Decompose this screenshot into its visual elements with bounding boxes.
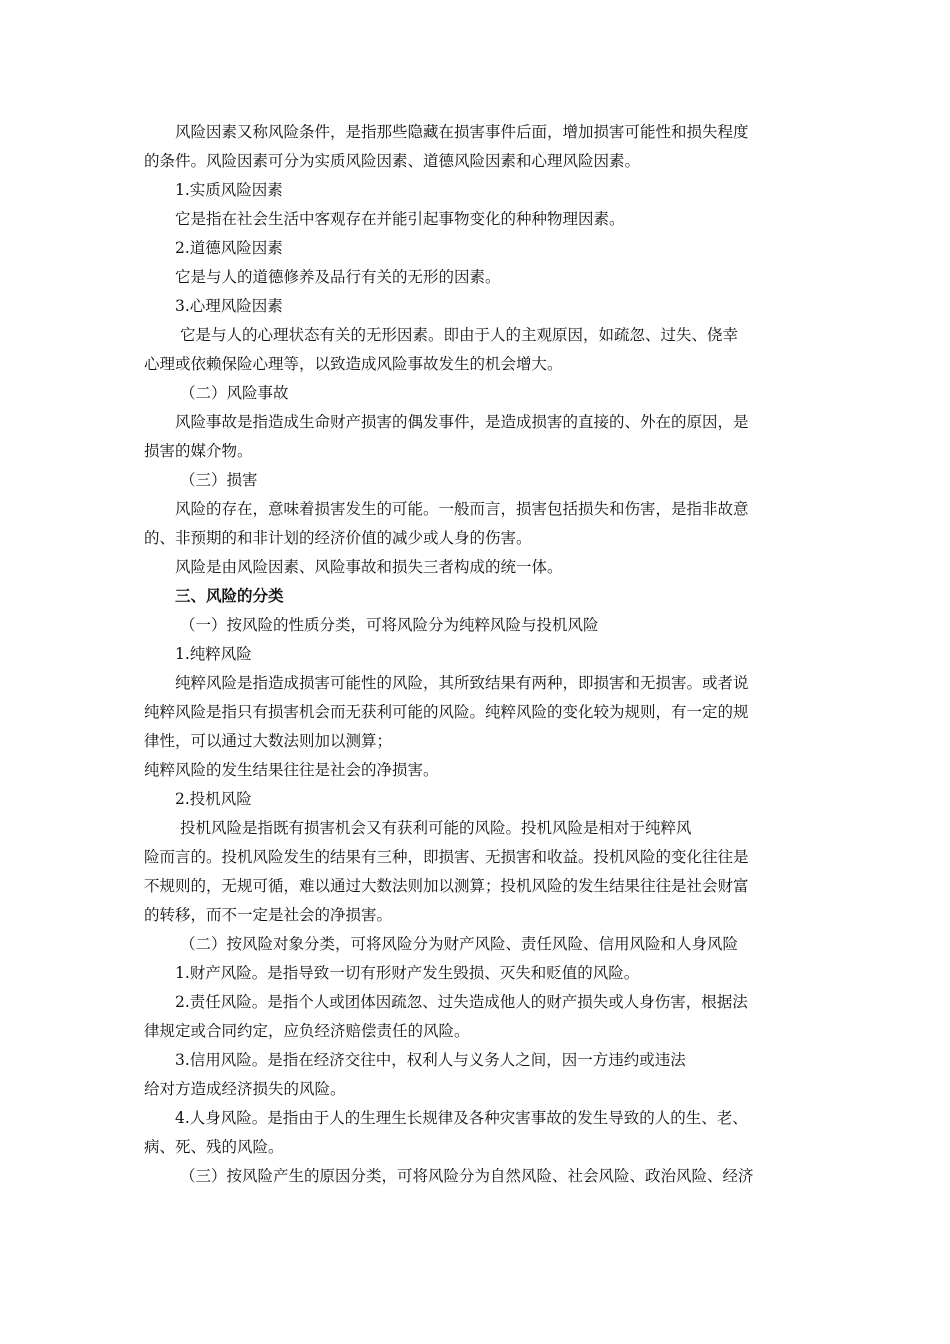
- paragraph-line: 律性，可以通过大数法则加以测算；: [144, 732, 393, 750]
- paragraph-line: 病、死、残的风险。: [144, 1138, 284, 1156]
- subsection-title: （一）按风险的性质分类，可将风险分为纯粹风险与投机风险: [180, 616, 599, 634]
- paragraph-line: 2.责任风险。是指个人或团体因疏忽、过失造成他人的财产损失或人身伤害，根据法: [175, 993, 748, 1011]
- paragraph-line: 纯粹风险的发生结果往往是社会的净损害。: [144, 761, 439, 779]
- section-item-title: 2.道德风险因素: [175, 239, 283, 257]
- section-item-title: 1.实质风险因素: [175, 181, 283, 199]
- section-heading: 三、风险的分类: [175, 587, 284, 605]
- section-item-title: 3.心理风险因素: [175, 297, 283, 315]
- subsection-title: （三）按风险产生的原因分类，可将风险分为自然风险、社会风险、政治风险、经济: [180, 1167, 754, 1185]
- paragraph-line: 投机风险是指既有损害机会又有获利可能的风险。投机风险是相对于纯粹风: [180, 819, 692, 837]
- paragraph-line: 3.信用风险。是指在经济交往中，权利人与义务人之间，因一方违约或违法: [175, 1051, 686, 1069]
- section-item-title: 2.投机风险: [175, 790, 252, 808]
- subsection-title: （二）风险事故: [180, 384, 289, 402]
- paragraph-line: 的条件。风险因素可分为实质风险因素、道德风险因素和心理风险因素。: [144, 152, 641, 170]
- paragraph-line: 风险是由风险因素、风险事故和损失三者构成的统一体。: [175, 558, 563, 576]
- paragraph-line: 4.人身风险。是指由于人的生理生长规律及各种灾害事故的发生导致的人的生、老、: [175, 1109, 748, 1127]
- subsection-title: （三）损害: [180, 471, 258, 489]
- paragraph-line: 心理或依赖保险心理等，以致造成风险事故发生的机会增大。: [144, 355, 563, 373]
- paragraph-line: 纯粹风险是指造成损害可能性的风险，其所致结果有两种，即损害和无损害。或者说: [175, 674, 749, 692]
- paragraph-line: 1.财产风险。是指导致一切有形财产发生毁损、灭失和贬值的风险。: [175, 964, 640, 982]
- subsection-title: （二）按风险对象分类，可将风险分为财产风险、责任风险、信用风险和人身风险: [180, 935, 739, 953]
- paragraph-line: 的、非预期的和非计划的经济价值的减少或人身的伤害。: [144, 529, 532, 547]
- paragraph-line: 纯粹风险是指只有损害机会而无获利可能的风险。纯粹风险的变化较为规则，有一定的规: [144, 703, 749, 721]
- paragraph-line: 它是与人的心理状态有关的无形因素。即由于人的主观原因，如疏忽、过失、侥幸: [180, 326, 739, 344]
- paragraph-line: 给对方造成经济损失的风险。: [144, 1080, 346, 1098]
- paragraph-line: 律规定或合同约定，应负经济赔偿责任的风险。: [144, 1022, 470, 1040]
- paragraph-line: 损害的媒介物。: [144, 442, 253, 460]
- paragraph-line: 险而言的。投机风险发生的结果有三种，即损害、无损害和收益。投机风险的变化往往是: [144, 848, 749, 866]
- paragraph-line: 风险事故是指造成生命财产损害的偶发事件，是造成损害的直接的、外在的原因，是: [175, 413, 749, 431]
- paragraph-line: 它是指在社会生活中客观存在并能引起事物变化的种种物理因素。: [175, 210, 625, 228]
- paragraph-line: 风险因素又称风险条件，是指那些隐藏在损害事件后面，增加损害可能性和损失程度: [175, 123, 749, 141]
- paragraph-line: 的转移，而不一定是社会的净损害。: [144, 906, 393, 924]
- paragraph-line: 它是与人的道德修养及品行有关的无形的因素。: [175, 268, 501, 286]
- paragraph-line: 不规则的，无规可循，难以通过大数法则加以测算；投机风险的发生结果往往是社会财富: [144, 877, 749, 895]
- section-item-title: 1.纯粹风险: [175, 645, 252, 663]
- document-page: [144, 118, 808, 1191]
- paragraph-line: 风险的存在，意味着损害发生的可能。一般而言，损害包括损失和伤害，是指非故意: [175, 500, 749, 518]
